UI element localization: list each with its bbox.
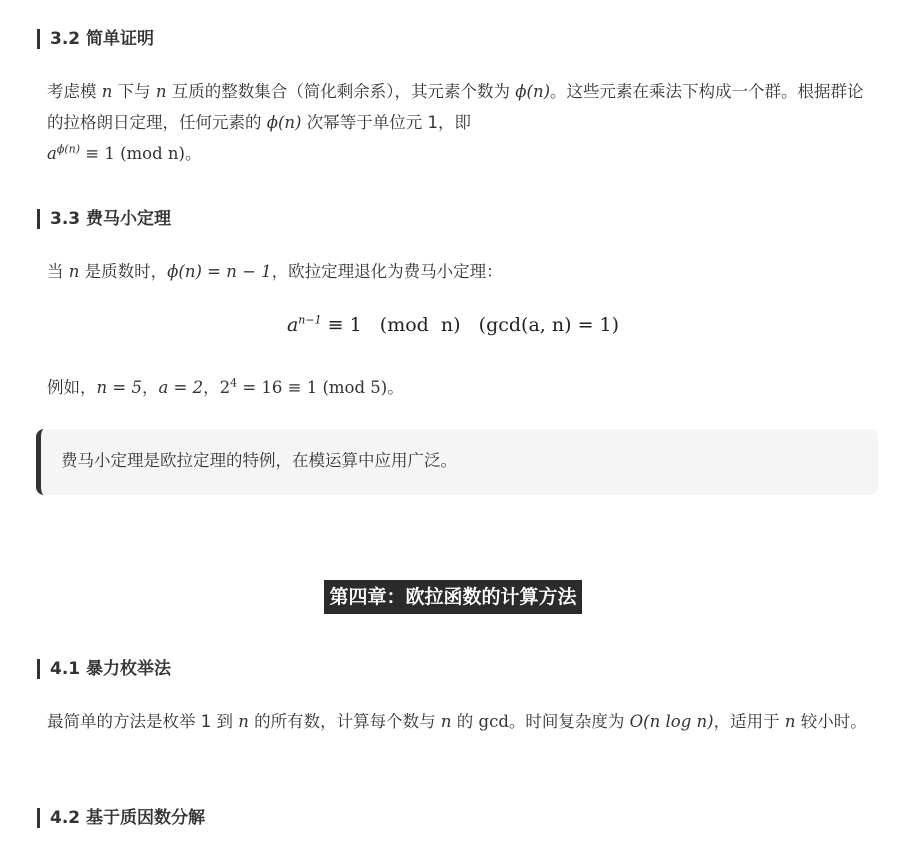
section-heading-4-2: 4.2 基于质因数分解 [37,808,205,828]
text: 例如， [47,378,97,397]
text: 。 [387,378,404,397]
text: ， [203,378,220,397]
math-base-2: 2 [219,378,231,397]
text: 下与 [112,82,156,101]
paragraph-fermat-intro [47,256,867,287]
math-n-equals: n = 5 [96,378,142,397]
math-base-a: a [47,144,57,163]
section-heading-4-1: 4.1 暴力枚举法 [37,659,171,679]
paragraph-example [47,372,867,403]
text: ， [141,378,159,397]
math-phi-n: ϕ(n) [266,113,302,132]
math-n: n [101,82,113,101]
display-equation-fermat [0,310,906,340]
math-congruence: ≡ 1 (mod n) (gcd(a, n) = 1) [321,314,620,336]
text: 的 [451,712,479,731]
math-n: n [238,712,249,731]
chapter-title: 第四章：欧拉函数的计算方法 [324,580,581,614]
text: 互质的整数集合（简化剩余系），其元素个数为 [166,82,516,101]
section-heading-3-2: 3.2 简单证明 [37,29,154,49]
text: ，适用于 [713,712,785,731]
text: 考虑模 [47,82,102,101]
math-exponent: n−1 [298,313,322,327]
text: 。时间复杂度为 [508,712,630,731]
math-exponent: 4 [230,376,238,390]
math-phi-n: ϕ(n) [515,82,551,101]
text: 次幂等于单位元 1，即 [301,113,471,132]
math-example-result: = 16 ≡ 1 (mod 5) [237,378,388,397]
chapter-heading [0,580,906,614]
blockquote-text: 费马小定理是欧拉定理的特例，在模运算中应用广泛。 [61,451,457,470]
math-n: n [68,262,80,281]
math-n: n [155,82,167,101]
math-exponent: ϕ(n) [56,142,81,156]
text: 当 [47,262,69,281]
math-a-equals: a = 2 [158,378,204,397]
paragraph-simple-proof [47,76,867,169]
math-congruence: ≡ 1 (mod n) [80,144,185,163]
math-base-a: a [286,314,299,336]
math-n: n [784,712,796,731]
math-n: n [440,712,452,731]
section-heading-3-3: 3.3 费马小定理 [37,209,171,229]
paragraph-brute-force [47,706,867,737]
text: 的所有数，计算每个数与 [248,712,441,731]
text: ，欧拉定理退化为费马小定理： [271,262,503,281]
text: 是质数时， [79,262,168,281]
math-phi-equation: ϕ(n) = n − 1 [167,262,272,281]
math-gcd: gcd [478,712,509,731]
math-complexity: O(n log n) [629,712,714,731]
text: 较小时。 [795,712,867,731]
blockquote [36,429,878,495]
text: 。这些元素在乘法下构成一个群。根据群论的拉格朗日定理，任何元素的 [47,82,864,132]
text: 。 [184,144,202,163]
text: 最简单的方法是枚举 1 到 [47,712,239,731]
